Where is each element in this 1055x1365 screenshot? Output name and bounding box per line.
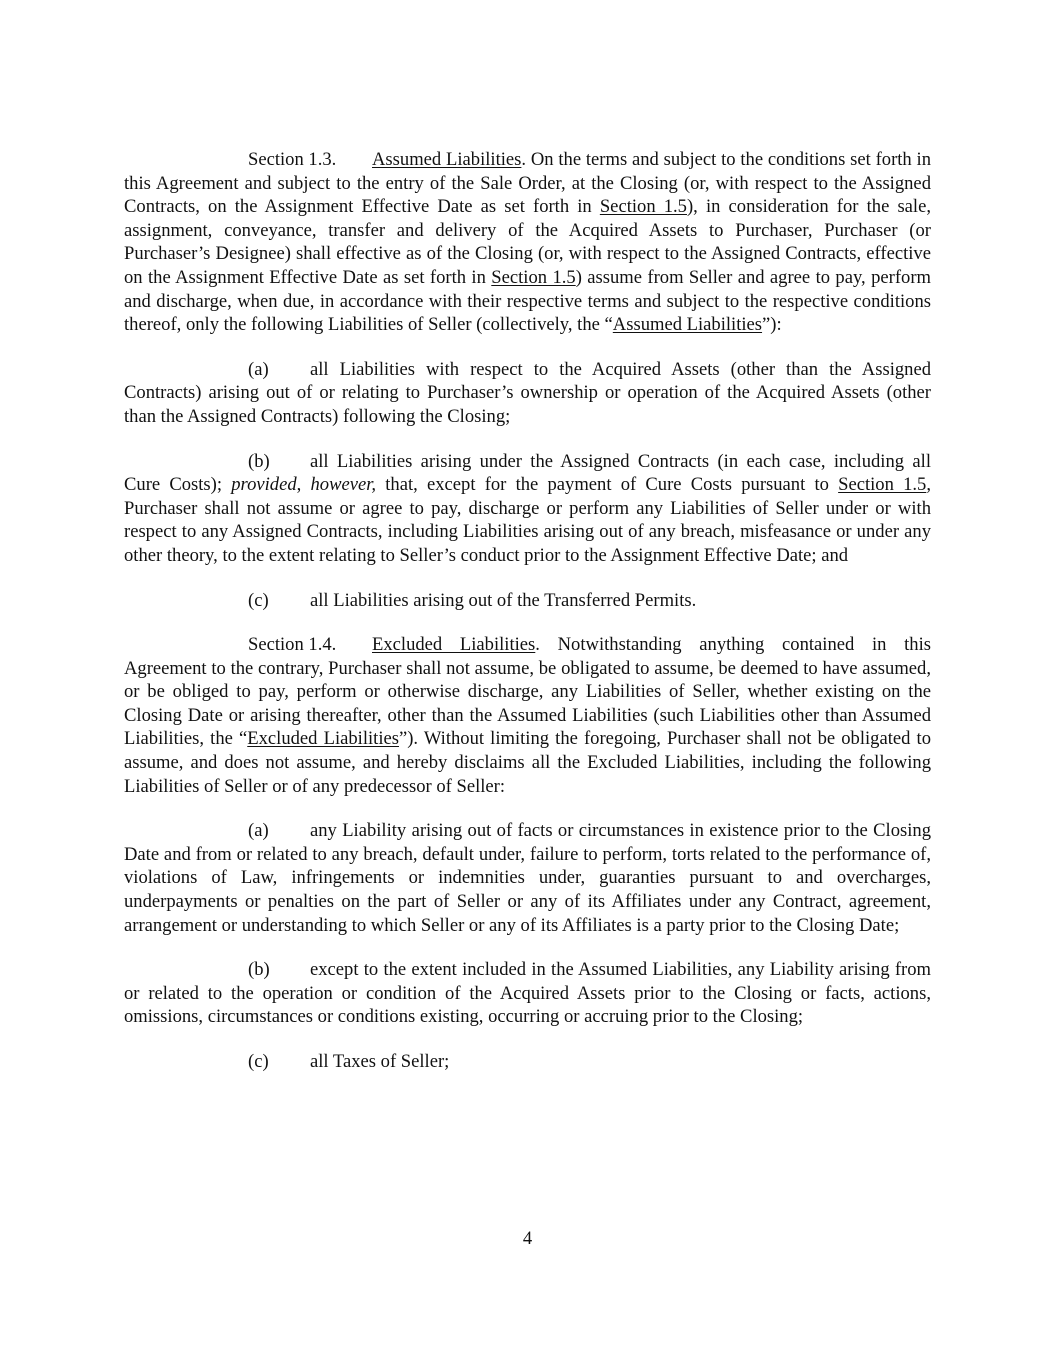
clause-1-3-b — [124, 450, 931, 568]
section-title: Assumed Liabilities — [372, 149, 522, 170]
clause-label: (a) — [248, 820, 269, 842]
section-text: ”): — [762, 314, 782, 336]
document-page — [124, 148, 931, 1095]
section-text: ), in consideration for the sale, assignment, conveyance, transfer and delivery of the Acquired Assets to Purchaser, Purchaser (or Purchaser’s Designee) shall effective as of the Closing (or, with respect to the Assigned Contracts, effective on the Assignment Effective Date as set forth in — [124, 196, 931, 288]
section-number: Section 1.4. — [248, 634, 337, 656]
clause-label: (c) — [248, 589, 269, 611]
section-reference: Section 1.5 — [838, 474, 927, 496]
clause-label: (a) — [248, 358, 269, 380]
clause-label: (b) — [248, 959, 270, 981]
section-1-4-paragraph — [124, 633, 931, 798]
clause-1-3-c — [124, 589, 931, 613]
clause-text: all Liabilities arising out of the Transferred Permits. — [310, 589, 697, 611]
section-number: Section 1.3. — [248, 149, 337, 170]
clause-1-3-a — [124, 358, 931, 429]
section-reference: Section 1.5 — [599, 196, 687, 218]
clause-label: (b) — [248, 450, 270, 472]
section-text: ) assume from Seller and agree to pay, perform and discharge, when due, in accordance with their respective terms and subject to the respective conditions thereof, only the following Liabilities of Seller (collectively, the “ — [124, 266, 931, 336]
clause-text: , Purchaser shall not assume or agree to pay, discharge or perform any Liabilities of Seller under or with respect to any Assigned Contracts, including Liabilities arising out of any breach, misfeasance or under any other theory, to the extent relating to Seller’s conduct prior to the Assignment Effective Date; and — [124, 474, 931, 566]
clause-italic-text: provided — [231, 474, 297, 496]
clause-italic-text: however, — [310, 474, 377, 496]
clause-1-4-a — [124, 819, 931, 937]
clause-text: , — [296, 474, 311, 496]
section-1-3-paragraph — [124, 148, 931, 337]
clause-text: that, except for the payment of Cure Costs pursuant to — [376, 474, 839, 496]
section-text: . Notwithstanding anything contained in this Agreement to the contrary, Purchaser shall not assume, be obligated to assume, be deemed to have assumed, or be obliged to pay, perform or otherwise discharge, any Liabilities of Seller, whether existing on the Closing Date or arising thereafter, other than the Assumed Liabilities (such Liabilities other than Assumed Liabilities, the “ — [124, 634, 931, 750]
defined-term: Assumed Liabilities — [612, 314, 763, 336]
defined-term: Excluded Liabilities — [247, 728, 399, 750]
page-number: 4 — [522, 1228, 533, 1249]
clause-text: all Liabilities arising under the Assigned Contracts (in each case, including all Cure Costs); — [124, 450, 931, 496]
section-reference: Section 1.5 — [491, 266, 576, 288]
clause-label: (c) — [248, 1051, 269, 1072]
section-title: Excluded Liabilities — [372, 634, 536, 656]
clause-text: all Taxes of Seller; — [310, 1051, 450, 1072]
clause-1-4-b — [124, 958, 931, 1029]
clause-text: all Liabilities with respect to the Acquired Assets (other than the Assigned Contracts) arising out of or relating to Purchaser’s ownership or operation of the Acquired Assets (other than the Assigned Contracts) following the Closing; — [124, 358, 931, 427]
section-text: . On the terms and subject to the conditions set forth in this Agreement and subject to the entry of the Sale Order, at the Closing (or, with respect to the Assigned Contracts, on the Assignment Effective Date as set forth in — [124, 149, 931, 218]
clause-text: any Liability arising out of facts or circumstances in existence prior to the Closing Date and from or related to any breach, default under, failure to perform, torts related to the performance of, violations of Law, infringements or indemnities under, guaranties pursuant to and overcharges, underpayments or penalties on the part of Seller or any of its Affiliates under any Contract, agreement, arrangement or understanding to which Seller or any of its Affiliates is a party prior to the Closing Date; — [124, 820, 931, 936]
clause-text: except to the extent included in the Assumed Liabilities, any Liability arising from or related to the operation or condition of the Acquired Assets prior to the Closing or facts, actions, omissions, circumstances or conditions existing, occurring or accruing prior to the Closing; — [124, 959, 931, 1028]
clause-1-4-c — [124, 1050, 931, 1074]
section-text: ”). Without limiting the foregoing, Purchaser shall not be obligated to assume, and does not assume, and hereby disclaims all the Excluded Liabilities, including the following Liabilities of Seller or of any predecessor of Seller: — [124, 728, 932, 797]
